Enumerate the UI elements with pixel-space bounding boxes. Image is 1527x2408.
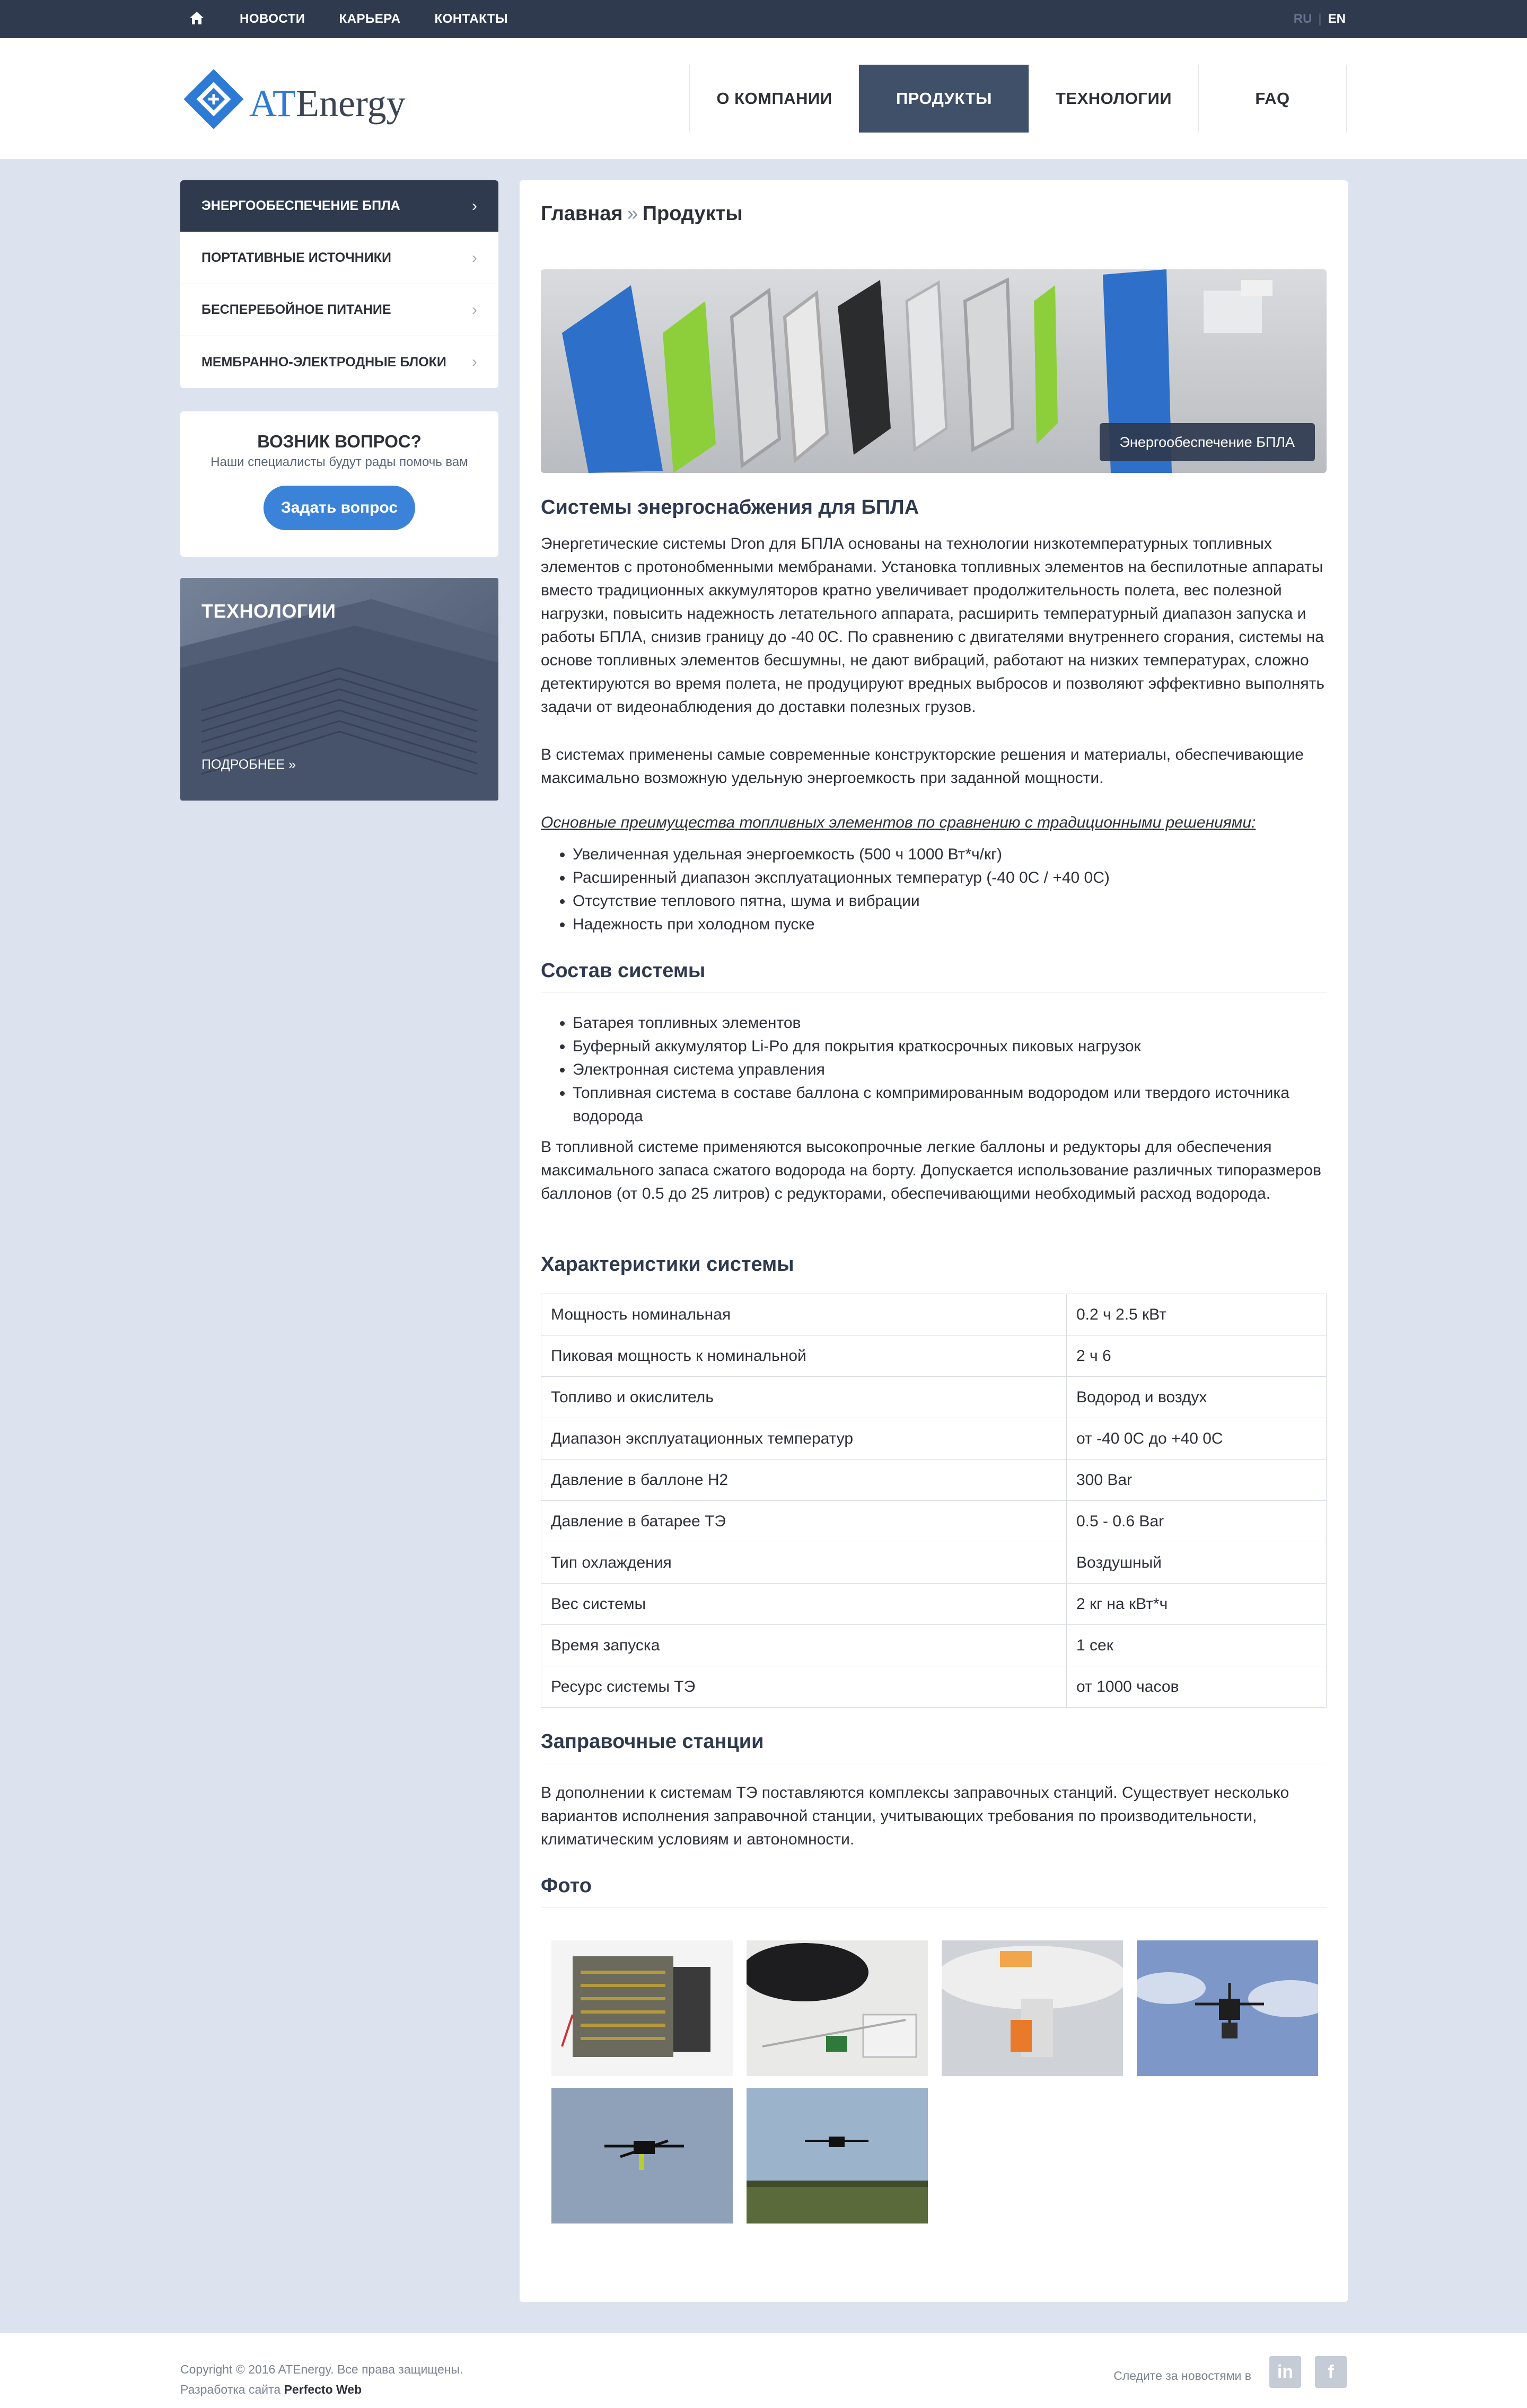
fuel-cell-stack-image bbox=[551, 1940, 733, 2076]
menu-item-mea[interactable] bbox=[180, 336, 498, 388]
chevron-right-icon: › bbox=[472, 353, 477, 371]
spec-value: 2 кг на кВт*ч bbox=[1067, 1584, 1327, 1625]
gallery-photo-uav-fuselage[interactable] bbox=[942, 1940, 1123, 2076]
table-row bbox=[541, 1542, 1327, 1584]
table-row bbox=[541, 1501, 1327, 1542]
linkedin-icon[interactable]: in bbox=[1269, 2356, 1301, 2388]
developer-prefix: Разработка сайта bbox=[180, 2383, 281, 2396]
question-subtitle: Наши специалисты будут рады помочь вам bbox=[210, 455, 468, 469]
language-switcher bbox=[1294, 0, 1346, 38]
spec-label: Диапазон эксплуатационных температур bbox=[541, 1418, 1067, 1460]
breadcrumb-current: Продукты bbox=[642, 203, 743, 225]
site-footer bbox=[0, 2333, 1527, 2408]
top-link-contacts[interactable]: КОНТАКТЫ bbox=[434, 12, 508, 26]
site-header bbox=[0, 38, 1527, 159]
menu-item-label: МЕМБРАННО-ЭЛЕКТРОДНЫЕ БЛОКИ bbox=[201, 354, 446, 370]
table-row bbox=[541, 1377, 1327, 1418]
table-row bbox=[541, 1584, 1327, 1625]
list-item: • Буферный аккумулятор Li-Po для покрытия краткосрочных пиковых нагрузок bbox=[573, 1035, 1327, 1058]
section-title-composition: Состав системы bbox=[541, 960, 1327, 992]
table-row bbox=[541, 1294, 1327, 1335]
spec-value: Водород и воздух bbox=[1067, 1377, 1327, 1418]
nav-about[interactable]: О КОМПАНИИ bbox=[689, 65, 859, 133]
logo-text-at: AT bbox=[249, 82, 296, 125]
menu-item-label: БЕСПЕРЕБОЙНОЕ ПИТАНИЕ bbox=[201, 302, 391, 317]
list-item: • Электронная система управления bbox=[573, 1058, 1327, 1082]
gallery-photo-octocopter[interactable] bbox=[1137, 1940, 1318, 2076]
spec-label: Время запуска bbox=[541, 1625, 1067, 1666]
logo-diamond-icon bbox=[179, 65, 248, 134]
gallery-photo-quadcopter-sky[interactable] bbox=[551, 2088, 733, 2224]
section-title-specs: Характеристики системы bbox=[541, 1253, 794, 1276]
technologies-more-link[interactable]: ПОДРОБНЕЕ » bbox=[201, 757, 296, 772]
menu-item-uav-power[interactable] bbox=[180, 180, 498, 232]
sidebar bbox=[180, 180, 498, 801]
table-row bbox=[541, 1418, 1327, 1460]
home-icon[interactable] bbox=[189, 11, 205, 25]
site-logo[interactable] bbox=[179, 65, 406, 134]
uav-fuselage-image bbox=[942, 1940, 1123, 2076]
spec-value: 2 ч 6 bbox=[1067, 1335, 1327, 1377]
table-row bbox=[541, 1666, 1327, 1708]
question-title: ВОЗНИК ВОПРОС? bbox=[257, 432, 422, 451]
nav-technologies[interactable]: ТЕХНОЛОГИИ bbox=[1029, 65, 1198, 133]
list-item: • Увеличенная удельная энергоемкость (500 ч 1000 Вт*ч/кг) bbox=[573, 843, 1327, 866]
hydrogen-tank-image bbox=[747, 1940, 928, 2076]
materials-paragraph: В системах применены самые современные конструкторские решения и материалы, обеспечивающие максимально возможную удельную энергоемкость при заданной мощности. bbox=[541, 746, 1304, 787]
advantages-title: Основные преимущества топливных элементов по сравнению с традиционными решениями: bbox=[541, 814, 1256, 831]
list-item: • Топливная система в составе баллона с компримированным водородом или твердого источника водорода bbox=[573, 1082, 1327, 1128]
spec-label: Мощность номинальная bbox=[541, 1294, 1067, 1335]
spec-value: от 1000 часов bbox=[1067, 1666, 1327, 1708]
section-title-uav-systems: Системы энергоснабжения для БПЛА bbox=[541, 496, 919, 518]
menu-item-label: ЭНЕРГООБЕСПЕЧЕНИЕ БПЛА bbox=[201, 198, 400, 213]
question-box bbox=[180, 411, 498, 557]
spec-value: 1 сек bbox=[1067, 1625, 1327, 1666]
ask-question-button[interactable]: Задать вопрос bbox=[264, 486, 415, 530]
intro-paragraph: Энергетические системы Dron для БПЛА основаны на технологии низкотемпературных топливных элементов с протонобменными мембранами. Установка топливных элементов на беспилотные аппараты вместо традиционных аккумуляторов кратно увеличивает продолжительность полета, вес полезной нагрузки, повысить надежность летательного аппарата, расширить температурный диапазон запуска и работы БПЛА, снизив границу до -40 0С. По сравнению с двигателями внутреннего сгорания, системы на основе топливных элементов бесшумны, не дают вибраций, работают на низких температурах, сложно детектируются во время полета, не продуцируют вредных выбросов и позволяют эффективно выполнять задачи от видеонаблюдения до доставки полезных грузов. bbox=[541, 535, 1325, 716]
gallery-photo-hydrogen-tank[interactable] bbox=[747, 1940, 928, 2076]
top-bar bbox=[0, 0, 1527, 38]
main-content bbox=[520, 180, 1348, 2302]
top-link-news[interactable]: НОВОСТИ bbox=[240, 12, 305, 26]
list-item: • Расширенный диапазон эксплуатационных температур (-40 0С / +40 0С) bbox=[573, 866, 1327, 890]
copyright-text: Copyright © 2016 ATEnergy. Все права защищены. bbox=[180, 2362, 463, 2376]
octocopter-image bbox=[1137, 1940, 1318, 2076]
hero-caption: Энергообеспечение БПЛА bbox=[1100, 423, 1315, 461]
product-menu bbox=[180, 180, 498, 388]
chevron-right-icon: › bbox=[472, 301, 477, 319]
breadcrumb-home[interactable]: Главная bbox=[541, 203, 623, 225]
spec-label: Вес системы bbox=[541, 1584, 1067, 1625]
spec-value: 0.2 ч 2.5 кВт bbox=[1067, 1294, 1327, 1335]
breadcrumb bbox=[541, 203, 743, 225]
follow-text: Следите за новостями в bbox=[1113, 2369, 1251, 2383]
spec-value: от -40 0С до +40 0С bbox=[1067, 1418, 1327, 1460]
composition-list bbox=[541, 1012, 1327, 1128]
list-item: • Батарея топливных элементов bbox=[573, 1012, 1327, 1035]
nav-faq[interactable]: FAQ bbox=[1198, 65, 1347, 133]
spec-value: 300 Bar bbox=[1067, 1460, 1327, 1501]
menu-item-portable[interactable] bbox=[180, 232, 498, 284]
gallery-photo-fuel-cell-stack[interactable] bbox=[551, 1940, 733, 2076]
technologies-banner[interactable] bbox=[180, 578, 498, 801]
spec-value: 0.5 - 0.6 Bar bbox=[1067, 1501, 1327, 1542]
fuel-system-paragraph: В топливной системе применяются высокопрочные легкие баллоны и редукторы для обеспечения максимального запаса сжатого водорода на борту. Допускается использование различных типоразмеров баллонов (от 0.5 до 25 литров) с редукторами, обеспечивающими необходимый расход водорода. bbox=[541, 1138, 1321, 1202]
table-row bbox=[541, 1625, 1327, 1666]
spec-label: Давление в батарее ТЭ bbox=[541, 1501, 1067, 1542]
menu-item-ups[interactable] bbox=[180, 284, 498, 336]
spec-label: Тип охлаждения bbox=[541, 1542, 1067, 1584]
section-title-stations: Заправочные станции bbox=[541, 1730, 1327, 1763]
spec-value: Воздушный bbox=[1067, 1542, 1327, 1584]
developer-link[interactable]: Perfecto Web bbox=[284, 2383, 362, 2396]
chevron-right-icon: › bbox=[472, 249, 477, 267]
lang-separator: | bbox=[1318, 12, 1322, 26]
technologies-banner-title: ТЕХНОЛОГИИ bbox=[201, 600, 336, 622]
quadcopter-sky-image bbox=[551, 2088, 733, 2224]
hero-banner bbox=[541, 269, 1327, 473]
spec-label: Давление в баллоне Н2 bbox=[541, 1460, 1067, 1501]
list-item: • Отсутствие теплового пятна, шума и вибрации bbox=[573, 890, 1327, 913]
footer-copyright bbox=[180, 2359, 463, 2400]
specs-table bbox=[541, 1294, 1327, 1708]
spec-label: Пиковая мощность к номинальной bbox=[541, 1335, 1067, 1377]
nav-products[interactable]: ПРОДУКТЫ bbox=[859, 65, 1029, 133]
gallery-photo-quadcopter-field[interactable] bbox=[747, 2088, 928, 2224]
table-row bbox=[541, 1335, 1327, 1377]
quadcopter-field-image bbox=[747, 2088, 928, 2224]
advantages-list bbox=[541, 843, 1327, 936]
chevron-right-icon: › bbox=[472, 197, 477, 215]
logo-text-energy: Energy bbox=[296, 82, 406, 125]
section-title-photo: Фото bbox=[541, 1875, 1327, 1908]
main-nav bbox=[689, 65, 1347, 133]
facebook-icon[interactable]: f bbox=[1315, 2356, 1347, 2388]
lang-ru[interactable]: RU bbox=[1293, 12, 1312, 26]
breadcrumb-separator: » bbox=[627, 203, 638, 225]
lang-en[interactable]: EN bbox=[1328, 12, 1346, 26]
table-row bbox=[541, 1460, 1327, 1501]
menu-item-label: ПОРТАТИВНЫЕ ИСТОЧНИКИ bbox=[201, 250, 392, 265]
list-item: • Надежность при холодном пуске bbox=[573, 913, 1327, 936]
top-link-career[interactable]: КАРЬЕРА bbox=[339, 12, 401, 26]
spec-label: Ресурс системы ТЭ bbox=[541, 1666, 1067, 1708]
spec-label: Топливо и окислитель bbox=[541, 1377, 1067, 1418]
stations-paragraph: В дополнении к системам ТЭ поставляются комплексы заправочных станций. Существует несколько вариантов исполнения заправочной станции, учитывающих требования по производительности, климатическим условиям и автономности. bbox=[541, 1784, 1289, 1848]
